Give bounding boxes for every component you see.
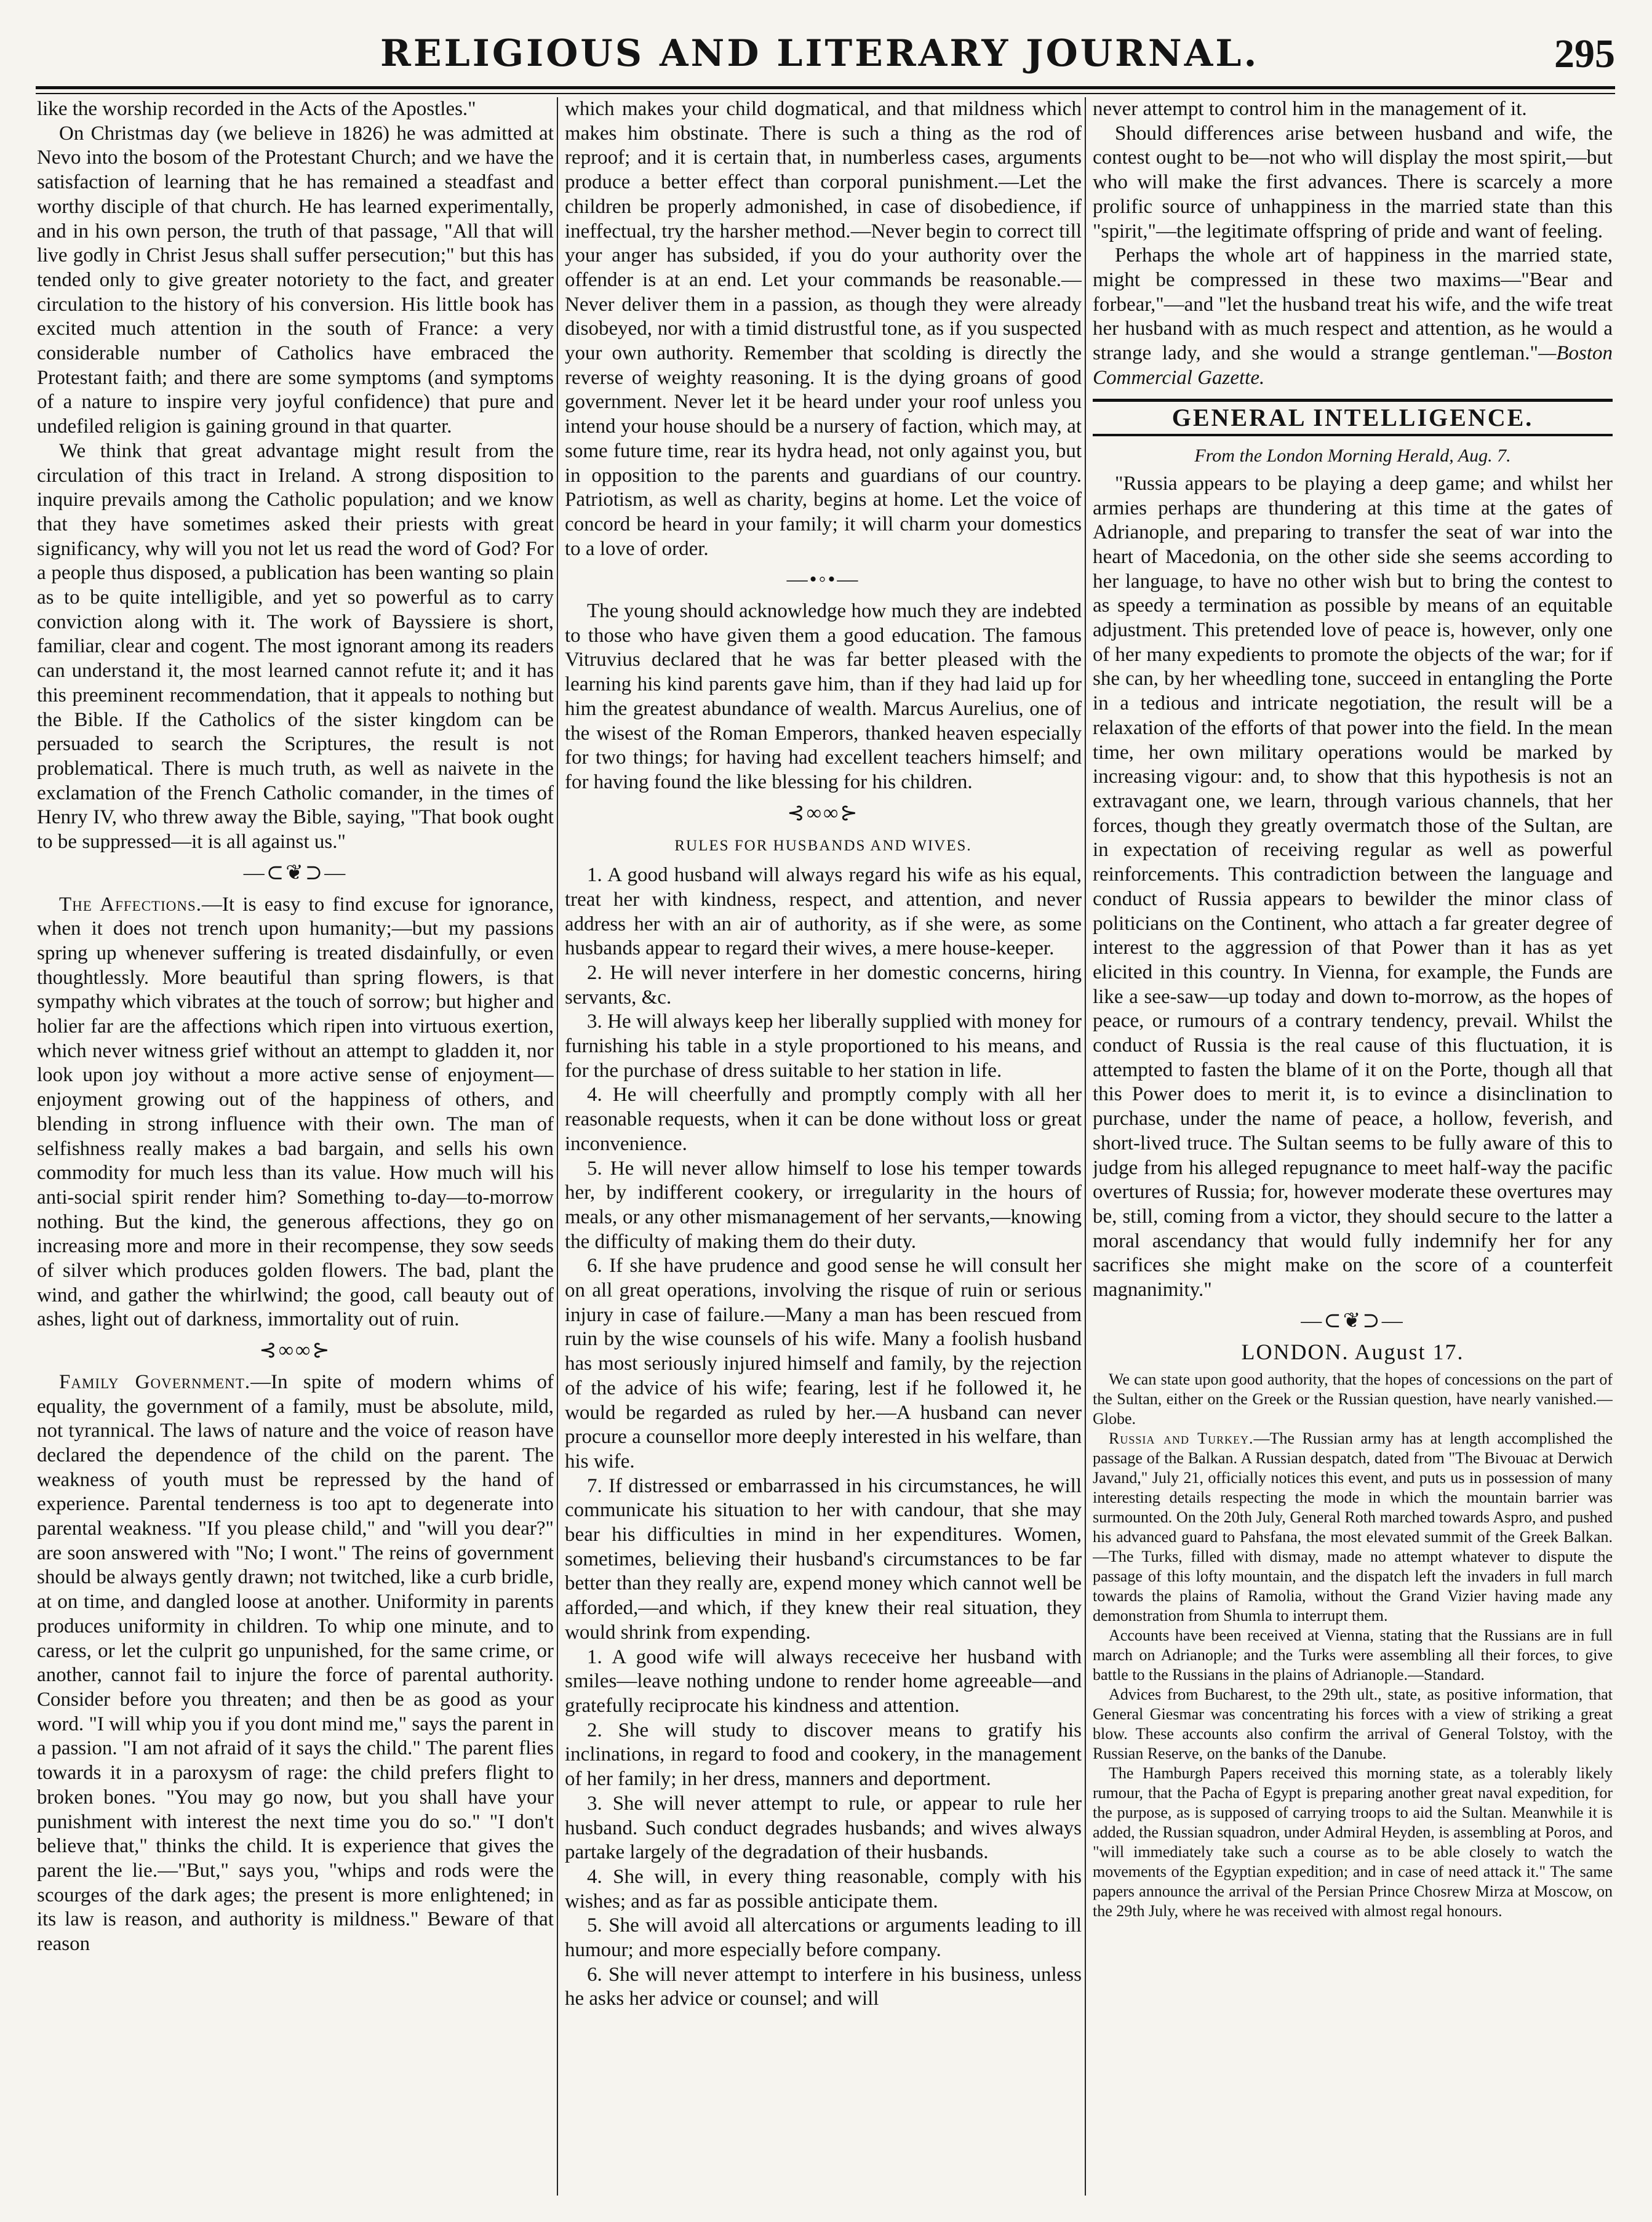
paragraph: never attempt to control him in the management of it. — [1093, 98, 1527, 120]
news-item: Accounts have been received at Vienna, stating that the Russians are in full march on Adrianople; and the Turks were assembling all their forces, to give battle to the Russians in the plains of Adrianople.—Standard. — [1093, 1626, 1613, 1684]
rule-item: 2. He will never interfere in her domestic concerns, hiring servants, &c. — [565, 961, 1082, 1009]
rule-item: 6. If she have prudence and good sense he will consult her on all great operations, involving the risque of ruin or serious injury in case of failure.—Many a man has been rescued from ruin by the wise counsels of his wife. Many a foolish husband has most seriously injured himself and family, by the rejection of the advice of his wife; fearing, lest if he followed it, he would be regarded as ruled by her.—A husband can never procure a counsellor more deeply interested in his welfare, than his wife. — [565, 1255, 1082, 1473]
ornament-divider: —⊂❦⊃— — [243, 861, 348, 884]
paragraph: We think that great advantage might result from the circulation of this tract in Ireland. A strong disposition to inquire prevails among the Catholic population; and we know that they have sometimes asked their priests with great significancy, why will you not let us read the word of God? For a people thus disposed, a publication has been wanting so plain as to be quite intelligible, and yet so powerful as to carry conviction along with it. The work of Bayssiere is short, familiar, clear and cogent. The most ignorant among its readers can understand it, the most learned cannot refute it; and it has this preeminent recommendation, that it appeals to nothing but the Bible. If the Catholics of the sister kingdom can be persuaded to search the Scriptures, the result is not problematical. There is much truth, as well as naivete in the exclamation of the French Catholic comander, in the times of Henry IV, who threw away the Bible, saying, "That book ought to be suppressed—it is all against us." — [37, 439, 554, 853]
column-1 — [37, 97, 554, 2196]
news-item: We can state upon good authority, that the hopes of concessions on the part of the Sultan, either on the Greek or the Russian question, have nearly vanished.—Globe. — [1093, 1370, 1613, 1428]
news-briefs — [1093, 1370, 1613, 1921]
column-rule-1 — [557, 97, 558, 2196]
rule-item: 4. She will, in every thing reasonable, comply with his wishes; and as far as possible anticipate them. — [565, 1865, 1082, 1912]
rule-item: 4. He will cheerfully and promptly comply with all her reasonable requests, when it can be done without loss or great inconvenience. — [565, 1084, 1082, 1155]
ornament-divider: ⊰∞∞⊱ — [787, 801, 860, 825]
column-2 — [565, 97, 1082, 2196]
news-item — [1093, 1429, 1613, 1626]
section-heading-general-intelligence: GENERAL INTELLIGENCE. — [1093, 399, 1613, 436]
rule-item: 2. She will study to discover means to gratify his inclinations, in regard to food and cookery, in the management of her family; in her dress, manners and deportment. — [565, 1719, 1082, 1791]
running-head — [36, 31, 1615, 82]
paragraph: like the worship recorded in the Acts of the Apostles." — [37, 98, 476, 120]
ornament-divider: ⊰∞∞⊱ — [259, 1339, 332, 1362]
rules-heading: RULES FOR HUSBANDS AND WIVES. — [674, 837, 972, 855]
rule-item: 7. If distressed or embarrassed in his circumstances, he will communicate his situation to her with candour, that she may bear his difficulties in mind in her expenditures. Women, sometimes, believing their husband's circumstances to be far better than they really are, expend money which cannot well be afforded,—and which, if they knew their real situation, they would shrink from expending. — [565, 1474, 1082, 1644]
header-rule — [36, 86, 1615, 94]
news-item-title: Russia and Turkey. — [1109, 1429, 1254, 1448]
rule-item: 1. A good husband will always regard his wife as his equal, treat her with kindness, respect, and attention, and never address her with an air of authority, as if she were, as some husbands appear to regard their wives, a mere house-keeper. — [565, 864, 1082, 960]
paragraph: The young should acknowledge how much they are indebted to those who have given them a good education. The famous Vitruvius declared that he was far better pleased with the learning his kind parents gave him, than if they had laid up for him the greatest abundance of wealth. Marcus Aurelius, one of the wisest of the Roman Emperors, thanked heaven especially for two things; for having had excellent teachers himself; and for having found the like blessing for his children. — [565, 600, 1082, 793]
rule-item: 1. A good wife will always receceive her husband with smiles—leave nothing undone to render home agreeable—and gratefully reciprocate his kindness and attention. — [565, 1645, 1082, 1717]
journal-title: RELIGIOUS AND LITERARY JOURNAL. — [380, 32, 1259, 75]
source-line: From the London Morning Herald, Aug. 7. — [1194, 446, 1511, 466]
rule-item: 5. She will avoid all altercations or arguments leading to ill humour; and more especially before company. — [565, 1914, 1082, 1962]
article-family-government — [37, 1370, 554, 1957]
news-item: The Hamburgh Papers received this morning state, as a tolerably likely rumour, that the Pacha of Egypt is preparing another great naval expedition, for the purpose, as is supposed of carrying troops to aid the Sultan. Meanwhile it is added, the Russian squadron, under Admiral Heyden, is assembling at Poros, and "will immediately take such a course as to be able closely to watch the movements of the Egyptian expedition; and in case of need attack it." The same papers announce the arrival of the Persian Prince Chosrew Mirza at Moscow, on the 29th July, where he was received with almost regal honours. — [1093, 1764, 1613, 1920]
dateline: LONDON. August 17. — [1241, 1340, 1464, 1365]
paragraph — [1093, 244, 1613, 390]
article-title: The Affections. — [59, 893, 202, 916]
rule-item: 6. She will never attempt to interfere in his business, unless he asks her advice or counsel; and will — [565, 1963, 1082, 2010]
source-credit: —Boston Commercial Gazette. — [1093, 342, 1613, 389]
column-rule-2 — [1085, 97, 1086, 2196]
rule-item: 3. She will never attempt to rule, or appear to rule her husband. Such conduct degrades husbands; and wives always partake largely of the degradation of their husbands. — [565, 1792, 1082, 1864]
paragraph-body: Perhaps the whole art of happiness in the married state, might be compressed in these two maxims—"Bear and forbear,"—and "let the husband treat his wife, and the wife treat her husband with as much respect and attention, as he would a strange lady, and she would a strange gentleman." — [1093, 244, 1613, 365]
article-title: Family Government. — [59, 1370, 251, 1393]
news-item-body: —The Russian army has at length accomplished the passage of the Balkan. A Russian despatch, dated from "The Bivouac at Derwich Javand," July 21, officially notices this event, and puts us in possession of many interesting details respecting the mode in which the mountain barrier was surmounted. On the 20th July, General Roth marched towards Aspro, and pushed his advanced guard to Pahsfana, the most elevated summit of the Greek Balkan.—The Turks, filled with dismay, made no attempt whatever to dispute the passage of this lofty mountain, and the dispatch left the invaders in full march towards the plains of Ramolia, without the Grand Vizier having made any demonstration from Shumla to interrupt them. — [1093, 1429, 1613, 1625]
article-body: —It is easy to find excuse for ignorance, when it does not trench upon humanity;—but my passions spring up whenever suffering is treated disdainfully, or even thoughtlessly. More beautiful than spring flowers, is that sympathy which vibrates at the touch of sorrow; but higher and holier far are the affections which ripen into virtuous exertion, which never witness grief without an attempt to gladden it, nor look upon joy without a more active sense of enjoyment—enjoyment growing out of the happiness of others, and blending in strong influence with their own. The man of selfishness really makes a bad bargain, and sells his own commodity for much less than its value. How much will his anti-social spirit render him? Something to-day—to-morrow nothing. But the kind, the generous affections, they go on increasing more and more in their recompense, they sow seeds of silver which produces golden flowers. The bad, plant the wind, and gather the whirlwind; the good, call beauty out of ashes, light out of darkness, immortality out of ruin. — [37, 893, 554, 1331]
ornament-divider: —•◦•— — [786, 568, 860, 591]
rule-item: 5. He will never allow himself to lose his temper towards her, by indifferent cookery, or irregularity in the hours of meals, or any other mismanagement of her servants,—knowing the difficulty of making them do their duty. — [565, 1157, 1082, 1253]
column-3 — [1093, 97, 1613, 2196]
ornament-divider: —⊂❦⊃— — [1301, 1309, 1405, 1332]
page-number: 295 — [1554, 31, 1615, 76]
rule-item: 3. He will always keep her liberally supplied with money for furnishing his table in a style proportioned to his means, and for the purchase of dress suitable to her station in life. — [565, 1010, 1082, 1082]
paragraph: which makes your child dogmatical, and that mildness which makes him obstinate. There is such a thing as the rod of reproof; and it is certain that, in numberless cases, arguments produce a better effect than corporal punishment.—Let the children be properly admonished, in case of disobedience, if ineffectual, try the harsher method.—Never begin to correct till your anger has subsided, if you do your authority over the offender is at an end. Let your commands be reasonable.—Never deliver them in a passion, as though they were already disobeyed, nor with a timid distrustful tone, as if you suspected your own authority. Remember that scolding is directly the reverse of weighty reasoning. It is the dying groans of good government. Never let it be heard under your roof unless you intend your house should be a nursery of faction, which may, at some future time, rear its hydra head, not only against you, but in opposition to the parents and guardians of our country. Patriotism, as well as charity, begins at home. Let the voice of concord be heard in your family; it will charm your domestics to a love of order. — [565, 98, 1082, 560]
article-affections — [37, 893, 554, 1333]
paragraph: On Christmas day (we believe in 1826) he was admitted at Nevo into the bosom of the Protestant Church; and we have the satisfaction of learning that he has remained a steadfast and worthy disciple of that church. He has learned experimentally, and in his own person, the truth of that passage, "All that will live godly in Christ Jesus shall suffer persecution;" but this has tended only to give greater notoriety to the fact, and greater circulation to the history of his conversion. His little book has excited much attention in the south of France: a very considerable number of Catholics have embraced the Protestant faith; and there are some symptoms (and symptoms of a nature to inspire very joyful confidence) that pure and undefiled religion is gaining ground in that quarter. — [37, 122, 554, 438]
paragraph: Should differences arise between husband and wife, the contest ought to be—not who will display the most spirit,—but who will make the first advances. There is scarcely a more prolific source of unhappiness in the married state than this "spirit,"—the legitimate offspring of pride and want of feeling. — [1093, 122, 1613, 242]
news-item: Advices from Bucharest, to the 29th ult., state, as positive information, that General Giesmar was concentrating his forces with a view of striking a great blow. These accounts also confirm the arrival of General Tolstoy, with the Russian Reserve, on the banks of the Danube. — [1093, 1685, 1613, 1763]
article-body: —In spite of modern whims of equality, the government of a family, must be absolute, mild, not tyrannical. The laws of nature and the voice of reason have declared the dependence of the child on the parent. The weakness of youth must be repressed by the hand of experience. Parental tenderness is too apt to degenerate into parental weakness. "If you please child," and "will you dear?" are soon answered with "No; I wont." The reins of government should be always gently drawn; not twitched, like a curb bridle, at on time, and dangled loose at another. Uniformity in parents produces uniformity in children. To whip one minute, and to caress, or let the culprit go unpunished, for the same crime, or another, cannot fail to injure the force of parental authority. Consider before you threaten; and then be as good as your word. "I will whip you if you dont mind me," says the parent in a passion. "I am not afraid of it says the child." The parent flies towards it in a paroxysm of rage: the child prefers flight to broken bones. "You may go now, but you shall have your punishment with interest the next time you do so." "I don't believe that," thinks the child. It is experience that gives the parent the lie.—"But," says you, "whips and rods were the scourges of the dark ages; the present is more enlightened; in its law is reason, and authority is mildness." Beware of that reason — [37, 1370, 554, 1956]
paragraph: "Russia appears to be playing a deep game; and whilst her armies perhaps are thundering at this time at the gates of Adrianople, and preparing to transfer the seat of war into the heart of Macedonia, on the other side she seems according to her language, to have no other wish but to bring the contest to as speedy a termination as possible by means of an equitable adjustment. This pretended love of peace is, however, only one of her many expedients to promote the objects of the war; for if she can, by her wheedling tone, succeed in entangling the Porte in a tedious and intricate negotiation, the result will be a relaxation of the efforts of that power into the field. In the mean time, her own military operations would be marked by increasing vigour: and, to show that this hypothesis is not an extravagant one, we learn, through various channels, that her forces, though they greatly overmatch those of the Sultan, are in expectation of receiving regular as well as powerful reinforcements. This contradiction between the language and conduct of Russia appears to bewilder the minor class of politicians on the Continent, who attach a far greater degree of interest to the aggression of that Power than it has as yet elicited in this country. In Vienna, for example, the Funds are like a see-saw—up today and down to-morrow, as the hopes of peace, or rumours of a contrary tendency, prevail. Whilst the conduct of Russia is the real cause of this fluctuation, it is attempted to fasten the blame of it on the Porte, though all that this Power does to merit it, is to evince a disinclination to purchase, under the name of peace, a hollow, feverish, and short-lived truce. The Sultan seems to be fully aware of this to judge from his alleged repugnance to meet half-way the pacific overtures of Russia; for, however moderate these overtures may be, still, coming from a victor, they should secure to the latter a moral ascendancy that would fully indemnify her for any sacrifices she might make on the score of a counterfeit magnanimity." — [1093, 472, 1613, 1301]
